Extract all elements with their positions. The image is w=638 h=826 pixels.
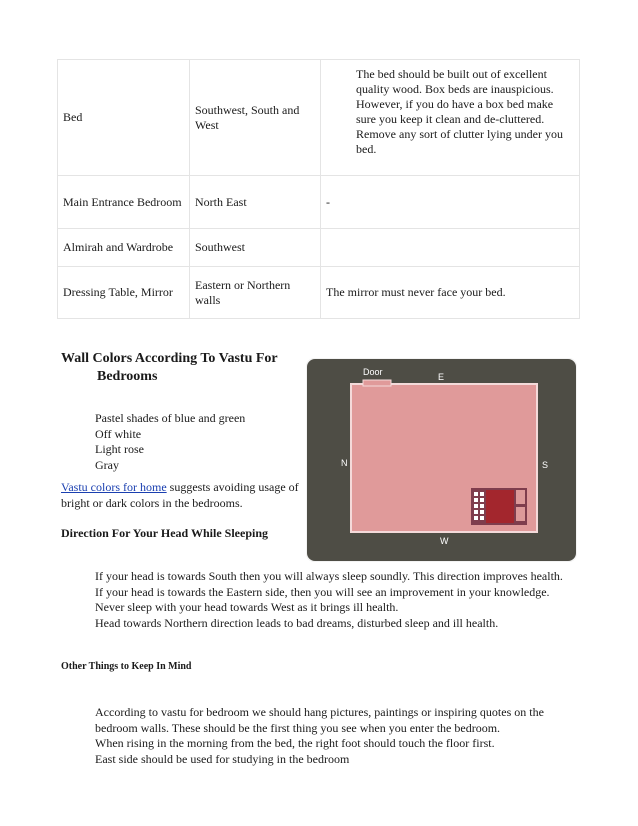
list-item: Gray (95, 457, 119, 472)
bed-advice-list (339, 67, 571, 157)
wall-colors-list (78, 411, 245, 473)
direction-cell: Southwest, South and West (190, 60, 321, 176)
list-item: The bed should be built out of excellent quality wood. Box beds are inauspicious. However, if you do have a box bed make sure you keep it clean and de-cluttered. (356, 67, 554, 126)
item-cell: Almirah and Wardrobe (58, 229, 190, 267)
list-item: When rising in the morning from the bed, the right foot should touch the floor first. (95, 736, 495, 750)
door-label: Door (363, 367, 383, 377)
list-item: Remove any sort of clutter lying under you bed. (356, 127, 563, 156)
advice-cell: The mirror must never face your bed. (321, 267, 580, 319)
list-item: Pastel shades of blue and green (95, 411, 246, 425)
table-row (58, 267, 580, 319)
vastu-colors-paragraph: Vastu colors for home suggests avoiding usage of bright or dark colors in the bedrooms. (61, 480, 299, 510)
direction-cell: Southwest (190, 229, 321, 267)
direction-cell: North East (190, 176, 321, 229)
item-cell: Main Entrance Bedroom (58, 176, 190, 229)
north-label: N (341, 458, 348, 468)
list-item: Head towards Northern direction leads to bad dreams, disturbed sleep and ill health. (95, 615, 499, 630)
table-row (58, 60, 580, 176)
other-things-list (78, 705, 578, 767)
head-direction-list (78, 569, 578, 631)
vastu-table (57, 59, 580, 319)
west-label: W (440, 536, 449, 546)
table-row (58, 229, 580, 267)
vastu-colors-link[interactable]: Vastu colors for home (61, 480, 167, 494)
list-item: Light rose (95, 442, 144, 456)
other-things-heading: Other Things to Keep In Mind (61, 661, 192, 672)
bed-icon (471, 488, 527, 525)
list-item: Off white (95, 426, 142, 441)
list-item: If your head is towards South then you will always sleep soundly. This direction improves health. (95, 569, 563, 583)
bedroom-layout-diagram (306, 358, 577, 562)
item-cell: Dressing Table, Mirror (58, 267, 190, 319)
advice-cell (321, 60, 580, 176)
wall-colors-heading: Wall Colors According To Vastu For Bedrooms (61, 351, 278, 384)
head-direction-heading: Direction For Your Head While Sleeping (61, 526, 269, 540)
pillow-icon (516, 507, 525, 521)
table-row (58, 176, 580, 229)
list-item: If your head is towards the Eastern side, then you will see an improvement in your knowledge. (95, 584, 550, 599)
advice-cell: - (321, 176, 580, 229)
door-icon (363, 380, 391, 386)
advice-cell (321, 229, 580, 267)
south-label: S (542, 460, 549, 470)
east-label: E (438, 372, 445, 382)
list-item: According to vastu for bedroom we should hang pictures, paintings or inspiring quotes on the bedroom walls. These should be the first thing you see when you enter the bedroom. (95, 705, 544, 735)
list-item: Never sleep with your head towards West as it brings ill health. (95, 600, 399, 614)
item-cell: Bed (58, 60, 190, 176)
direction-cell: Eastern or Northern walls (190, 267, 321, 319)
list-item: East side should be used for studying in the bedroom (95, 751, 350, 766)
pillow-icon (516, 490, 525, 504)
